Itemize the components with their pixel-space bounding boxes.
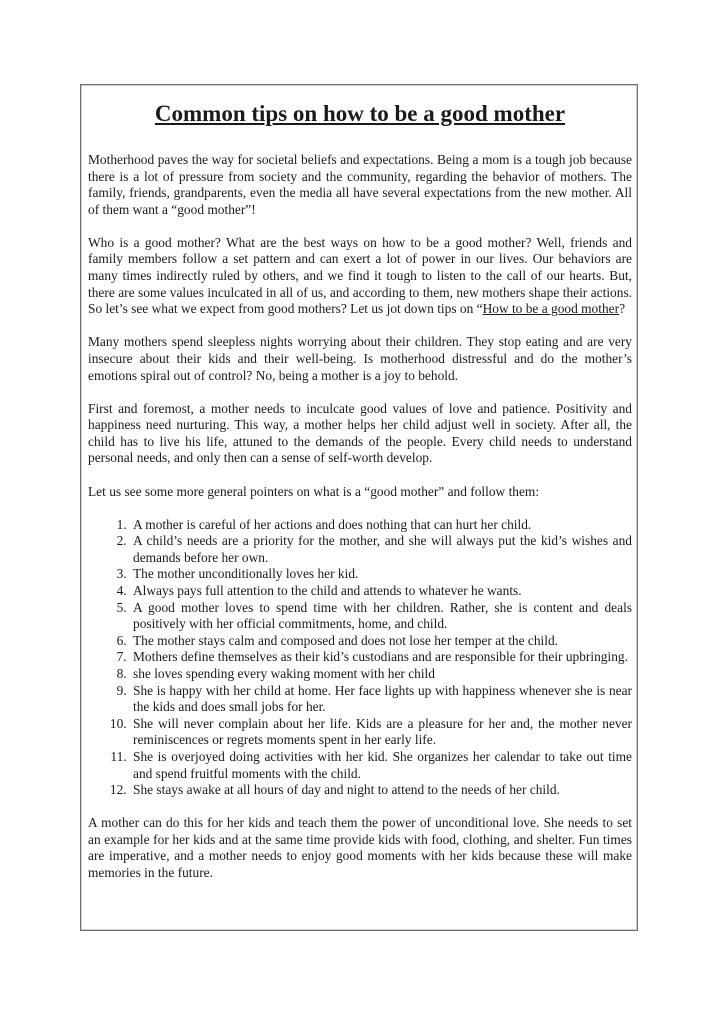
paragraph-pointers-intro: Let us see some more general pointers on what is a “good mother” and follow them: <box>88 483 540 499</box>
page-title: Common tips on how to be a good mother <box>154 101 566 126</box>
document-body <box>88 100 632 898</box>
link-suffix: ? <box>619 301 626 317</box>
tips-list <box>88 517 632 799</box>
list-item: 3. The mother unconditionally loves her kid. <box>130 566 632 583</box>
paragraph-first-and-foremost: First and foremost, a mother needs to inculcate good values of love and patience. Positivity and happiness need nurturing. This way, a mother helps her child adjust well in society. After all, the child has to live his life, attuned to the demands of the people. Every child needs to understand personal needs, and only then can a sense of self-worth develop. <box>88 400 632 466</box>
paragraph-who-is-good-mother <box>88 235 632 318</box>
list-item: 10. She will never complain about her life. Kids are a pleasure for her and, the mother never reminiscences or regrets moments spent in her early life. <box>130 716 632 749</box>
paragraph-intro: Motherhood paves the way for societal beliefs and expectations. Being a mom is a tough job because there is a lot of pressure from society and the community, regarding the behavior of mothers. The family, friends, grandparents, even the media all have several expectations from the new mother. All of them want a “good mother”! <box>88 152 632 217</box>
list-item: 11. She is overjoyed doing activities with her kid. She organizes her calendar to take out time and spend fruitful moments with the child. <box>130 749 632 782</box>
list-item: 9. She is happy with her child at home. Her face lights up with happiness whenever she is near the kids and does small jobs for her. <box>130 683 632 716</box>
paragraph-sleepless-nights: Many mothers spend sleepless nights worrying about their children. They stop eating and are very insecure about their kids and their well-being. Is motherhood distressful and do the mother’s emotions spiral out of control? No, being a mother is a joy to behold. <box>88 334 632 383</box>
list-item: 5. A good mother loves to spend time with her children. Rather, she is content and deals positively with her official commitments, home, and child. <box>130 600 632 633</box>
list-item: 7. Mothers define themselves as their kid’s custodians and are responsible for their upbringing. <box>130 649 632 666</box>
list-item: 4. Always pays full attention to the child and attends to whatever he wants. <box>130 583 632 600</box>
list-item: 8. she loves spending every waking moment with her child <box>130 666 632 683</box>
tips-link[interactable]: How to be a good mother <box>482 301 620 317</box>
paragraph-closing: A mother can do this for her kids and teach them the power of unconditional love. She needs to set an example for her kids and at the same time provide kids with food, clothing, and shelter. Fun times are imperative, and a mother needs to enjoy good moments with her kids because these will make memories in the future. <box>88 815 632 880</box>
list-item: 12. She stays awake at all hours of day and night to attend to the needs of her child. <box>130 782 632 799</box>
paragraph-text: Who is a good mother? What are the best ways on how to be a good mother? Well, friends and family members follow a set pattern and can exert a lot of power in our lives. Our behaviors are many times indirectly ruled by others, and we find it tough to listen to the call of our hearts. But, there are some values inculcated in all of us, and according to them, new mothers shape their actions. So let’s see what we expect from good mothers? Let us jot down tips on “ <box>88 234 632 317</box>
list-item: 6. The mother stays calm and composed and does not lose her temper at the child. <box>130 633 632 650</box>
list-item: 1. A mother is careful of her actions and does nothing that can hurt her child. <box>130 517 632 534</box>
list-item: 2. A child’s needs are a priority for the mother, and she will always put the kid’s wishes and demands before her own. <box>130 533 632 566</box>
